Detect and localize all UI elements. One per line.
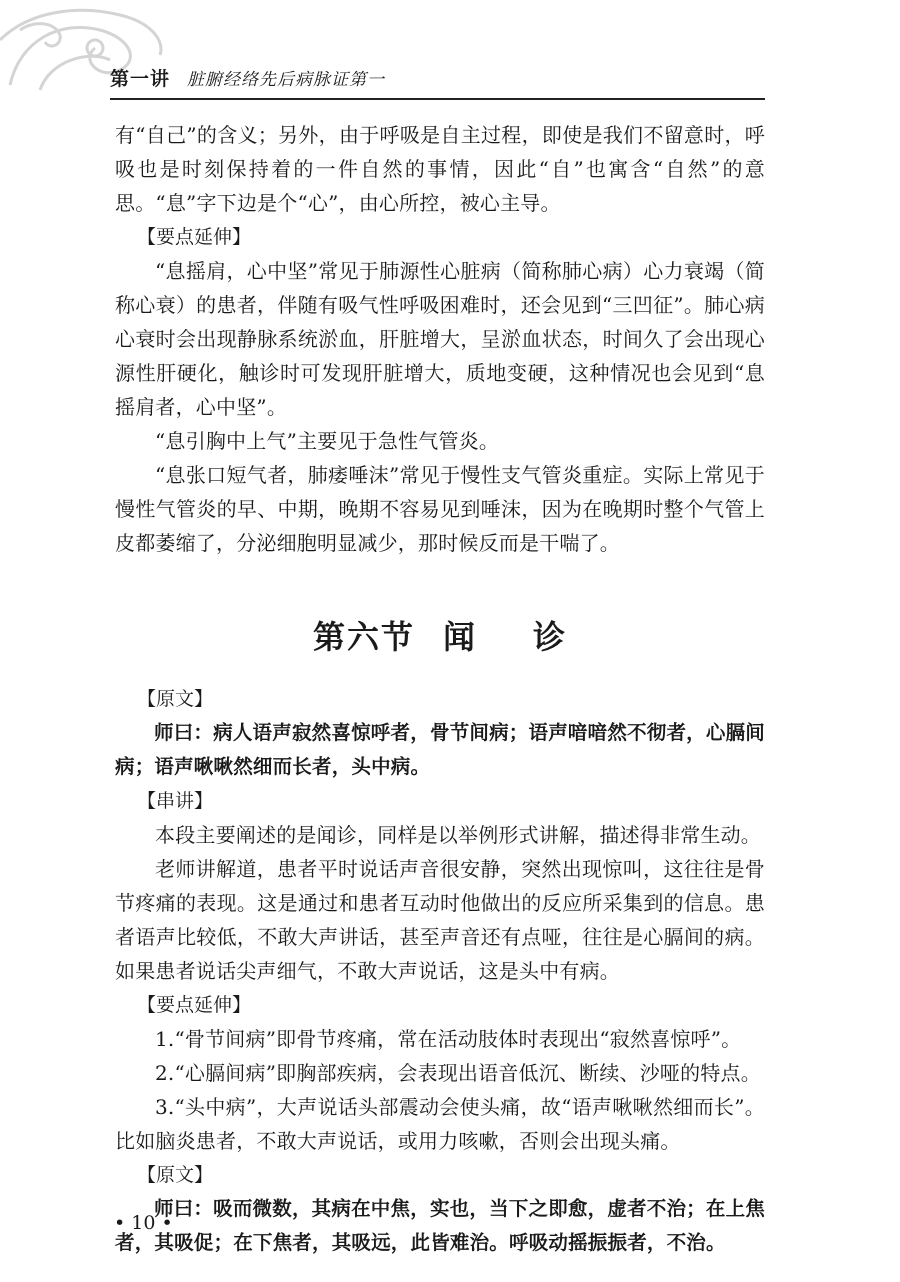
paragraph: “息摇肩，心中坚”常见于肺源性心脏病（简称肺心病）心力衰竭（简称心衰）的患者，伴随有吸气性呼吸困难时，还会见到“三凹征”。肺心病心衰时会出现静脉系统淤血，肝脏增大，呈淤血状态，时间久了会出现心源性肝硬化，触诊时可发现肝脏增大，质地变硬，这种情况也会见到“息摇肩者，心中坚”。 [115,259,765,419]
paragraph: 老师讲解道，患者平时说话声音很安静，突然出现惊叫，这往往是骨节疼痛的表现。这是通过和患者互动时他做出的反应所采集到的信息。患者语声比较低，不敢大声讲话，甚至声音还有点哑，往往是心膈间的病。如果患者说话尖声细气，不敢大声说话，这是头中有病。 [115,857,765,983]
chapter-title: 脏腑经络先后病脉证第一 [187,70,385,90]
paragraph: 有“自己”的含义；另外，由于呼吸是自主过程，即使是我们不留意时，呼吸也是时刻保持着的一件自然的事情，因此“自”也寓含“自然”的意思。“息”字下边是个“心”，由心所控，被心主导。 [115,123,765,215]
section-name-char: 闻 [442,618,477,656]
page-body [115,118,765,1260]
paragraph: 本段主要阐述的是闻诊，同样是以举例形式讲解，描述得非常生动。 [155,823,761,847]
list-item: 3.“头中病”，大声说话头部震动会使头痛，故“语声啾啾然细而长”。比如脑炎患者，不敢大声说话，或用力咳嗽，否则会出现头痛。 [115,1095,765,1153]
original-text: 师曰：病人语声寂然喜惊呼者，骨节间病；语声喑喑然不彻者，心膈间病；语声啾啾然细而长者，头中病。 [115,721,765,778]
section-label: 【原文】 [137,688,214,710]
paragraph: “息引胸中上气”主要见于急性气管炎。 [155,429,500,453]
section-label: 【串讲】 [137,790,214,812]
paragraph: “息张口短气者，肺痿唾沫”常见于慢性支气管炎重症。实际上常见于慢性气管炎的早、中期，晚期不容易见到唾沫，因为在晚期时整个气管上皮都萎缩了，分泌细胞明显减少，那时候反而是干喘了。 [115,463,765,555]
page-number: • 10 • [114,1212,173,1234]
list-item: 2.“心膈间病”即胸部疾病，会表现出语音低沉、断续、沙哑的特点。 [155,1061,761,1085]
section-label: 【原文】 [137,1164,214,1186]
section-heading [115,612,765,658]
section-label: 【要点延伸】 [137,226,252,248]
original-text: 师曰：吸而微数，其病在中焦，实也，当下之即愈，虚者不治；在上焦者，其吸促；在下焦者，其吸远，此皆难治。呼吸动摇振振者，不治。 [115,1197,765,1254]
section-name-char: 诊 [533,618,568,656]
list-item: 1.“骨节间病”即骨节疼痛，常在活动肢体时表现出“寂然喜惊呼”。 [155,1027,742,1051]
section-number: 第六节 [312,618,415,656]
running-header [110,60,765,100]
section-label: 【要点延伸】 [137,994,252,1016]
chapter-label: 第一讲 [110,68,171,90]
